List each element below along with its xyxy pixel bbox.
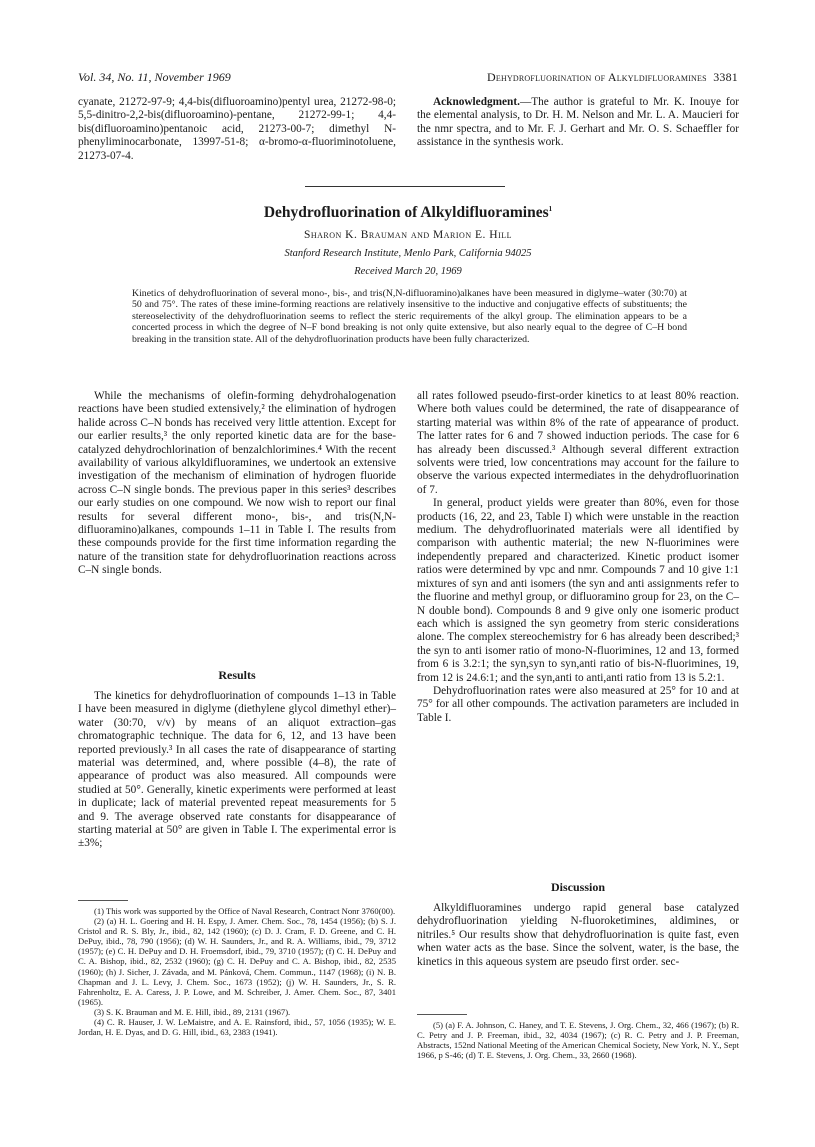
prev-article-text: cyanate, 21272-97-9; 4,4-bis(difluoroamino)pentyl urea, 21272-98-0; 5,5-dinitro-2,2-bis(difluoroamino)-pentane, 21272-99-1; 4,4-bis(difluoroamino)pentanoic acid, 21273-00-7; dimethyl N-phenyliminocarbonate, 13997-51-8; α-bromo-α-fluoriminotoluene, 21273-07-4. xyxy=(78,96,396,162)
page-number: 3381 xyxy=(713,70,738,84)
intro-paragraph: While the mechanisms of olefin-forming dehydrohalogenation reactions have been studied extensively,² the elimination of hydrogen halide across C–N bonds has received very little attention. Except for our earlier results,³ the only reported kinetic data are for the base-catalyzed dehydrochlorination of benzalchlorimines.⁴ With the recent availability of various alkyldifluoramines, we undertook an extensive investigation of the mechanism of elimination of hydrogen fluoride across C–N single bonds. The previous paper in this series³ describes our early studies on one compound. We now wish to report our final results for several different mono-, bis-, and tris(N,N-difluoramino)alkanes, compounds 1–11 in Table I. The results from these compounds provide for the first time information regarding the nature of the transition state for dehydrofluorination reactions across C–N single bonds. xyxy=(78,390,396,577)
discussion-paragraph: Alkyldifluoramines undergo rapid general base catalyzed dehydrofluorination yielding N-fluoroketimines, aldimines, or nitriles.⁵ Our results show that dehydrofluorination is quite fast, even when water acts as the base. Since the solvent, water, is the base, the kinetics in this aqueous system are pseudo first order. sec- xyxy=(417,902,739,968)
footnote-item: (1) This work was supported by the Office of Naval Research, Contract Nonr 3760(00). xyxy=(94,906,396,916)
footnote-rule-left xyxy=(78,900,128,901)
right-paragraph-3: Dehydrofluorination rates were also measured at 25° for 10 and at 75° for all other compounds. The activation parameters are included in Table I. xyxy=(417,684,739,724)
article-title: Dehydrofluorination of Alkyldifluoramines$^1$ xyxy=(263,204,553,221)
right-paragraph-1: all rates followed pseudo-first-order kinetics to at least 80% reaction. Where both values could be determined, the rate of disappearance of starting material was within 8% of the rate of appearance of product. The latter rates for 6 and 7 showed induction periods. The case for 6 has already been discussed.³ Although several different extraction solvents were tried, low concentrations may account for the failure to observe the various expected intermediates in the dehydrofluorination of 7. xyxy=(417,390,739,496)
right-paragraph-2: In general, product yields were greater than 80%, even for those products (16, 22, and 23, Table I) which were unstable in the reaction medium. The dehydrofluorinated materials were all identified by comparison with authentic material; the new N-fluorimines were independently prepared and characterized. Kinetic product isomer ratios were determined by vpc and nmr. Compounds 7 and 10 give 1:1 mixtures of syn and anti isomers (the syn and anti assignments refer to the fluorine and methyl group, or difluoramino group for 23, on the C–N double bond). Compounds 8 and 9 give only one isomeric product each which is assigned the syn geometry from steric considerations alone. The complex stereochemistry for 6 has already been described;³ the syn to anti isomer ratio of mono-N-fluorimines, 12 and 13, formed from 6 is 3.2:1; the syn,syn to syn,anti ratio of bis-N-fluorimines, 19, from 12 is 24.6:1; and the syn,anti to anti,anti ratio from 13 is 5.2:1. xyxy=(417,497,739,684)
received-date: Received March 20, 1969 xyxy=(354,266,462,277)
discussion-heading: Discussion xyxy=(550,880,606,894)
running-title: Dehydrofluorination of Alkyldifluoramines 3381 xyxy=(487,70,738,84)
journal-volume: Vol. 34, No. 11, November 1969 xyxy=(78,70,231,84)
discussion-section xyxy=(417,902,739,969)
acknowledgment-label: Acknowledgment. xyxy=(433,96,520,108)
footnote-item: (2) (a) H. L. Goering and H. H. Espy, J. Amer. Chem. Soc., 78, 1454 (1956); (b) S. J. Cristol and R. S. Bly, Jr., ibid., 82, 142 (1960); (c) D. J. Cram, F. D. Greene, and C. H. DePuy, ibid., 78, 790 (1956); (d) W. H. Saunders, Jr., and R. A. Williams, ibid., 79, 3712 (1957); (e) C. H. DePuy and D. H. Froemsdorf, ibid., 79, 3710 (1957); (f) C. H. DePuy and C. A. Bishop, ibid., 82, 2532 (1960); (g) C. H. DePuy and C. A. Bishop, ibid., 82, 2535 (1960); (h) J. Sicher, J. Závada, and M. Pánková, Chem. Commun., 1147 (1968); (i) N. B. Chapman and J. L. Levy, J. Chem. Soc., 1673 (1952); (j) W. H. Saunders, Jr., S. R. Fahrenholtz, E. A. Caress, J. P. Lowe, and M. Schreiber, J. Amer. Chem. Soc., 87, 3401 (1965). xyxy=(78,916,396,1007)
footnotes-right xyxy=(417,1020,739,1060)
footnote-item: (3) S. K. Brauman and M. E. Hill, ibid., 89, 2131 (1967). xyxy=(94,1006,291,1017)
results-section xyxy=(78,690,396,851)
footnotes-left xyxy=(78,906,396,1037)
footnote-item: (5) (a) F. A. Johnson, C. Haney, and T. E. Stevens, J. Org. Chem., 32, 466 (1967); (b) R. C. Petry and J. P. Freeman, ibid., 32, 4034 (1967); (c) R. C. Petry and J. P. Freeman, Abstracts, 152nd National Meeting of the American Chemical Society, New York, N. Y., Sept 1966, p S-46; (d) T. E. Stevens, J. Org. Chem., 33, 2660 (1968). xyxy=(417,1020,739,1061)
footnote-rule-right xyxy=(417,1014,467,1015)
section-divider xyxy=(305,186,505,187)
intro-section xyxy=(78,390,396,578)
title-footnote-mark: 1 xyxy=(548,204,553,213)
running-header xyxy=(78,70,738,86)
acknowledgment xyxy=(417,96,739,150)
prev-article-tail xyxy=(78,96,396,163)
article-authors: Sharon K. Brauman and Marion E. Hill xyxy=(303,229,513,241)
results-paragraph: The kinetics for dehydrofluorination of compounds 1–13 in Table I have been measured in diglyme (diethylene glycol dimethyl ether)–water (30:70, v/v) by means of an aliquot extraction–gas chromatographic technique. The data for 6, 12, and 13 have been reported previously.³ In all cases the rate of disappearance of starting material was determined, and, where possible (4–8), the rate of appearance of product was also measured. All compounds were studied at 50°. Generally, kinetic experiments were performed at least in duplicate; lack of material prevented repeat measurements for 5 and 9. The average observed rate constants for disappearance of starting material at 50° are given in Table I. The experimental error is ±3%; xyxy=(78,690,396,850)
results-heading: Results xyxy=(218,668,256,682)
footnote-item: (4) C. R. Hauser, J. W. LeMaistre, and A. E. Rainsford, ibid., 57, 1056 (1935); W. E. Jordan, H. E. Dyas, and D. G. Hill, ibid., 63, 2383 (1941). xyxy=(78,1017,396,1038)
abstract: Kinetics of dehydrofluorination of several mono-, bis-, and tris(N,N-difluoramino)alkanes have been measured in diglyme–water (30:70) at 50 and 75°. The rates of these imine-forming reactions are relatively insensitive to the inductive and conjugative effects of substituents; the stereoselectivity of the dehydrofluorination seems to reflect the steric requirements of the alkyl group. The elimination appears to be a concerted process in which the degree of N–F bond breaking is not only quite extensive, but also nearly equal to the degree of C–H bond breaking in the transition state. All of the dehydrofluorination products have been fully characterized. xyxy=(132,288,687,345)
right-column-body xyxy=(417,390,739,725)
article-affiliation: Stanford Research Institute, Menlo Park, California 94025 xyxy=(284,248,532,259)
acknowledgment-text: —The author is grateful to Mr. K. Inouye for the elemental analysis, to Dr. H. M. Nelson and Mr. L. A. Maucieri for the nmr spectra, and to Mr. F. J. Gerhart and Mr. O. S. Schaeffler for assistance in the synthesis work. xyxy=(417,96,739,149)
